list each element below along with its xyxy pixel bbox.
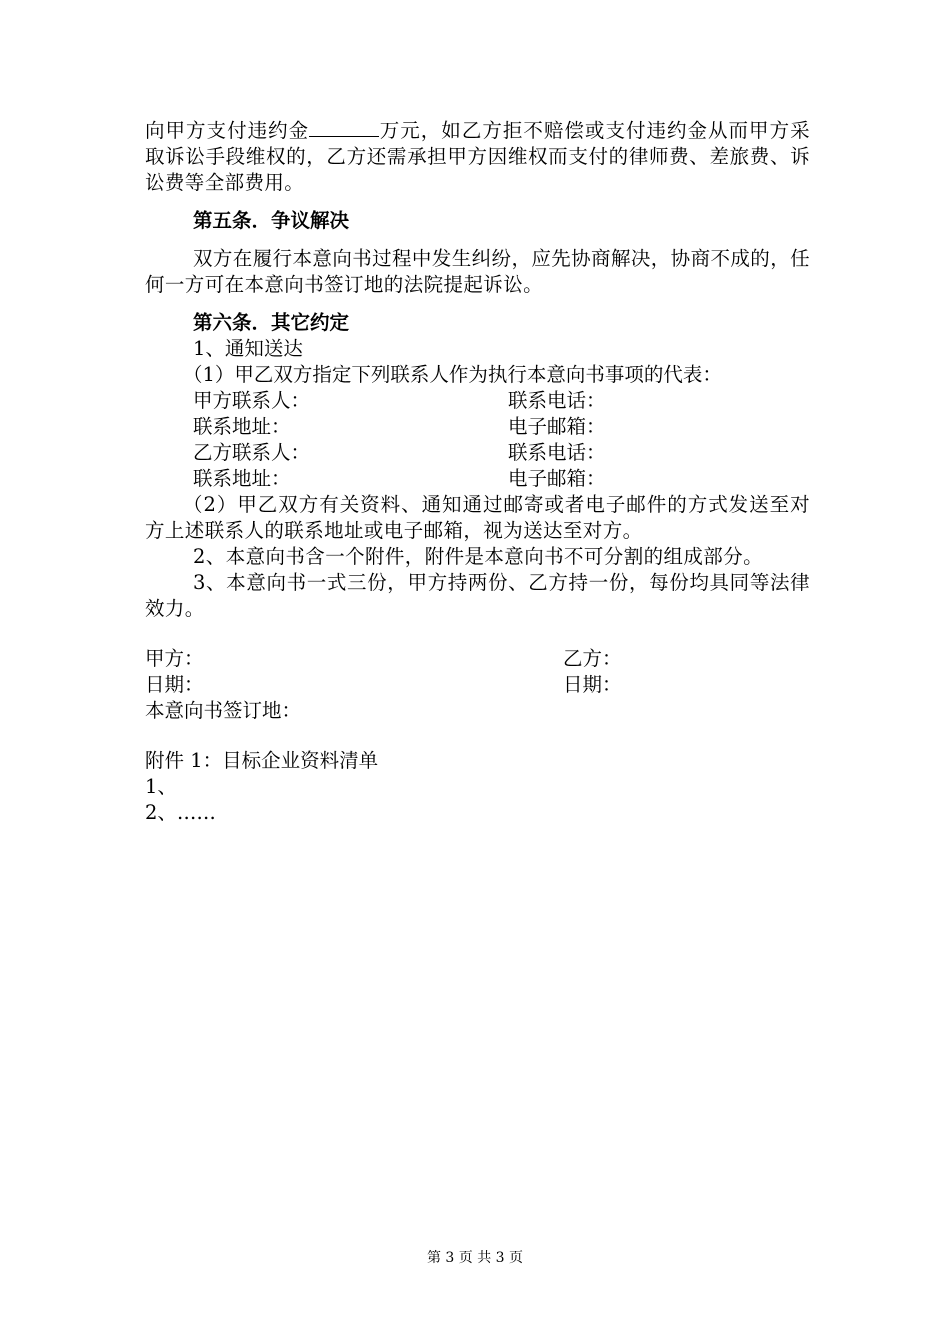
contact-left: 甲方联系人： xyxy=(193,389,311,412)
contact-right: 联系电话： xyxy=(508,389,606,412)
contact-right: 电子邮箱： xyxy=(508,415,606,438)
contact-right: 电子邮箱： xyxy=(508,467,606,490)
article5-heading: 第五条．争议解决 xyxy=(193,209,350,232)
date-b-label: 日期： xyxy=(563,673,622,696)
item2: 2、本意向书含一个附件，附件是本意向书不可分割的组成部分。 xyxy=(193,545,764,568)
item3: 3、本意向书一式三份，甲方持两份、乙方持一份，每份均具同等法律效力。 xyxy=(145,571,810,620)
article5-paragraph: 双方在履行本意向书过程中发生纠纷，应先协商解决，协商不成的，任何一方可在本意向书签订地的法院提起诉讼。 xyxy=(145,247,810,296)
document-content xyxy=(145,118,810,826)
attachment-title: 附件 1：目标企业资料清单 xyxy=(145,749,379,772)
contact-left: 乙方联系人： xyxy=(193,441,311,464)
signature-row-parties xyxy=(145,646,810,672)
contact-left: 联系地址： xyxy=(193,415,291,438)
contact-row xyxy=(145,414,810,440)
penalty-text-b: 万元，如乙方拒不赔偿或支付违约金从而甲方采取诉讼手段维权的，乙方还需承担甲方因维权而支付的律师费、差旅费、诉讼费等全部费用。 xyxy=(145,119,810,194)
attachment-item: 1、 xyxy=(145,775,177,798)
penalty-text-a: 向甲方支付违约金 xyxy=(145,119,310,142)
item1-heading: 1、通知送达 xyxy=(193,337,303,360)
item1-sub2: （2）甲乙双方有关资料、通知通过邮寄或者电子邮件的方式发送至对方上述联系人的联系地址或电子邮箱，视为送达至对方。 xyxy=(145,493,810,542)
party-b-label: 乙方： xyxy=(563,647,622,670)
signature-row-dates xyxy=(145,672,810,698)
attachment-item: 2、…… xyxy=(145,801,216,824)
signing-place-label: 本意向书签订地： xyxy=(145,699,302,722)
page-footer: 第 3 页 共 3 页 xyxy=(426,1250,524,1266)
contact-row xyxy=(145,388,810,414)
contact-row xyxy=(145,440,810,466)
contact-right: 联系电话： xyxy=(508,441,606,464)
article6-heading: 第六条．其它约定 xyxy=(193,311,350,334)
contact-left: 联系地址： xyxy=(193,467,291,490)
amount-blank xyxy=(309,118,379,137)
item1-sub1: （1）甲乙双方指定下列联系人作为执行本意向书事项的代表： xyxy=(183,363,722,386)
party-a-label: 甲方： xyxy=(145,647,204,670)
date-a-label: 日期： xyxy=(145,673,204,696)
penalty-paragraph xyxy=(145,118,810,196)
contact-row xyxy=(145,466,810,492)
